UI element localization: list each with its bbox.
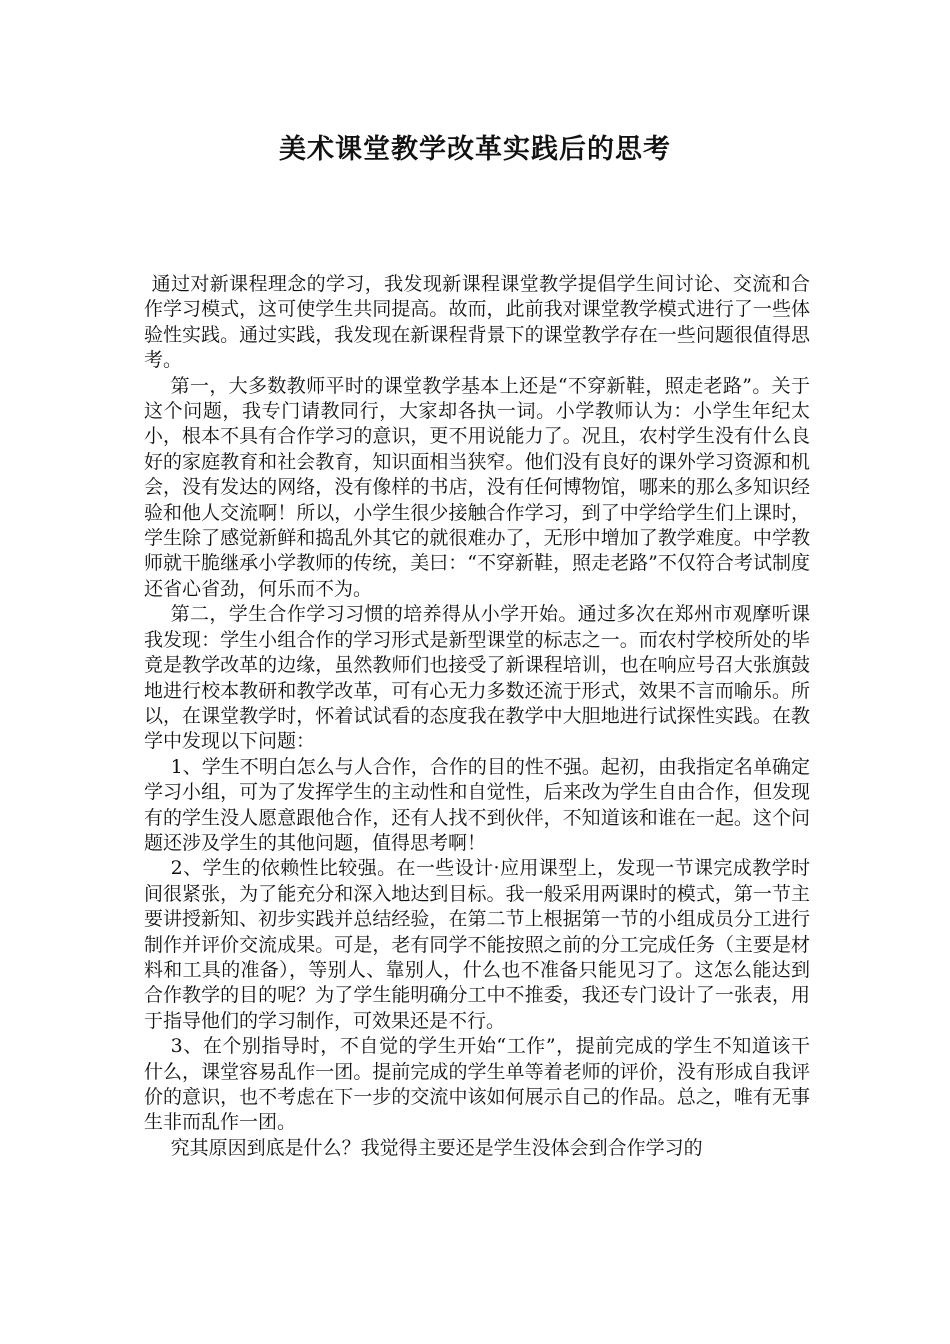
paragraph-first-point: 第一，大多数教师平时的课堂教学基本上还是“不穿新鞋，照走老路”。关于这个问题，我专门请教同行，大家却各执一词。小学教师认为：小学生年纪太小，根本不具有合作学习的意识，更不用说能力了。况且，农村学生没有什么良好的家庭教育和社会教育，知识面相当狭窄。他们没有良好的课外学习资源和机会，没有发达的网络，没有像样的书店，没有任何博物馆，哪来的那么多知识经验和他人交流啊！所以，小学生很少接触合作学习，到了中学给学生们上课时，学生除了感觉新鲜和捣乱外其它的就很难办了，无形中增加了教学难度。中学教师就干脆继承小学教师的传统，美曰：“不穿新鞋，照走老路”不仅符合考试制度还省心省劲，何乐而不为。 [144,374,810,600]
paragraph-problem-1: 1、学生不明白怎么与人合作，合作的目的性不强。起初，由我指定名单确定学习小组，可为了发挥学生的主动性和自觉性，后来改为学生自由合作，但发现有的学生没人愿意跟他合作，还有人找不到伙伴，不知道该和谁在一起。这个问题还涉及学生的其他问题，值得思考啊！ [144,755,810,854]
paragraph-second-point: 第二，学生合作学习习惯的培养得从小学开始。通过多次在郑州市观摩听课我发现：学生小组合作的学习形式是新型课堂的标志之一。而农村学校所处的毕竟是教学改革的边缘，虽然教师们也接受了新课程培训，也在响应号召大张旗鼓地进行校本教研和教学改革，可有心无力多数还流于形式，效果不言而喻乐。所以，在课堂教学时，怀着试试看的态度我在教学中大胆地进行试探性实践。在教学中发现以下问题： [144,603,810,753]
paragraph-problem-2: 2、学生的依赖性比较强。在一些设计·应用课型上，发现一节课完成教学时间很紧张，为了能充分和深入地达到目标。我一般采用两课时的模式，第一节主要讲授新知、初步实践并总结经验，在第二节上根据第一节的小组成员分工进行制作并评价交流成果。可是，老有同学不能按照之前的分工完成任务（主要是材料和工具的准备），等别人、靠别人，什么也不准备只能见习了。这怎么能达到合作教学的目的呢？为了学生能明确分工中不推委，我还专门设计了一张表，用于指导他们的学习制作，可效果还是不行。 [144,857,810,1032]
paragraph-intro: 通过对新课程理念的学习，我发现新课程课堂教学提倡学生间讨论、交流和合作学习模式，这可使学生共同提高。故而，此前我对课堂教学模式进行了一些体验性实践。通过实践，我发现在新课程背景下的课堂教学存在一些问题很值得思考。 [144,273,810,372]
document-body [144,272,810,1161]
paragraph-reason: 究其原因到底是什么？我觉得主要还是学生没体会到合作学习的 [170,1136,703,1159]
paragraph-problem-3: 3、在个别指导时，不自觉的学生开始“工作”，提前完成的学生不知道该干什么，课堂容易乱作一团。提前完成的学生单等着老师的评价，没有形成自我评价的意识，也不考虑在下一步的交流中该如何展示自己的作品。总之，唯有无事生非而乱作一团。 [144,1035,810,1134]
document-title: 美术课堂教学改革实践后的思考 [279,134,671,165]
